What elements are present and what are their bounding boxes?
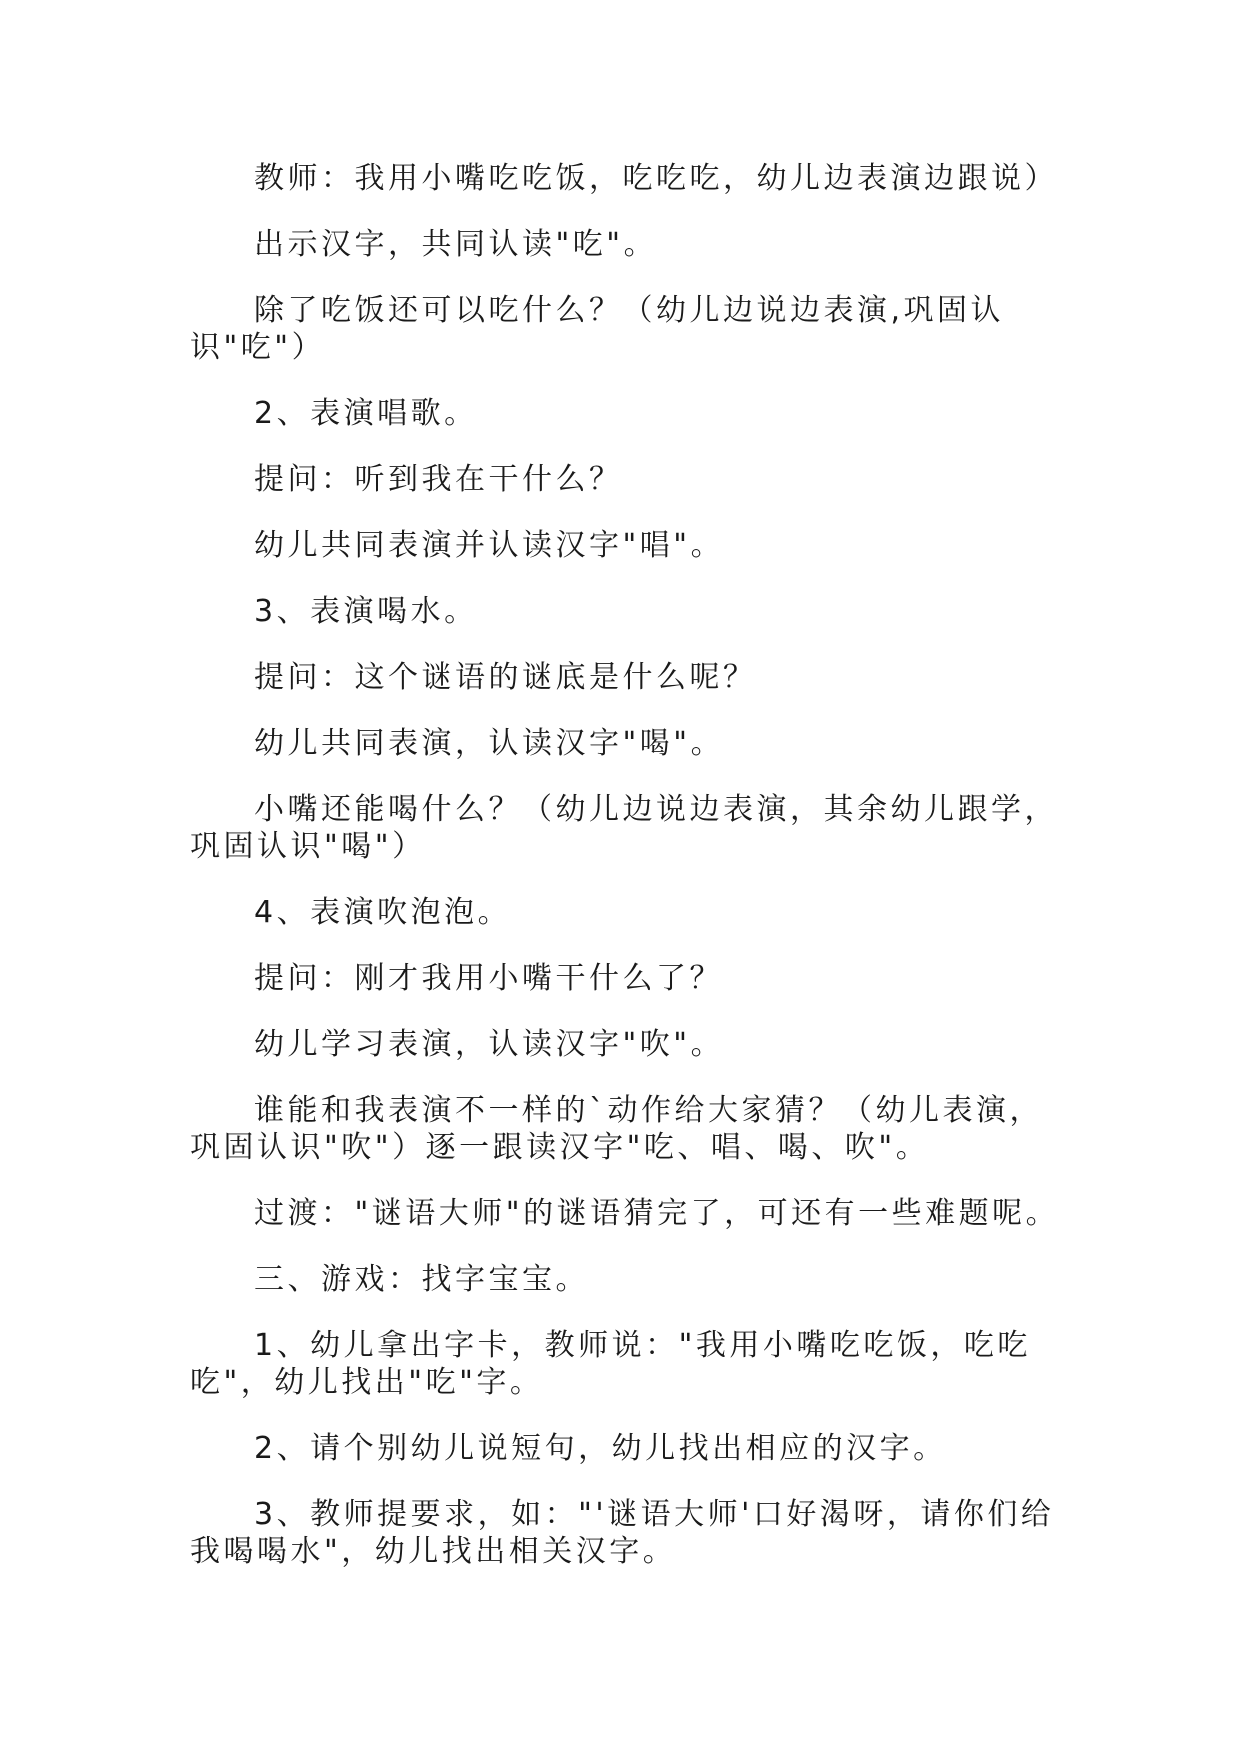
paragraph: 4、表演吹泡泡。 (254, 895, 512, 930)
paragraph: 过渡："谜语大师"的谜语猜完了，可还有一些难题呢。 (254, 1196, 1060, 1231)
paragraph: 三、游戏：找字宝宝。 (254, 1262, 589, 1297)
paragraph: 2、表演唱歌。 (254, 396, 478, 431)
document-body (190, 160, 1070, 1599)
paragraph: 3、表演喝水。 (254, 594, 478, 629)
paragraph: 小嘴还能喝什么？（幼儿边说边表演，其余幼儿跟学，巩固认识"喝"） (190, 792, 1058, 864)
paragraph: 教师：我用小嘴吃吃饭，吃吃吃，幼儿边表演边跟说） (254, 161, 1058, 196)
paragraph: 幼儿共同表演并认读汉字"唱"。 (254, 528, 725, 563)
paragraph: 3、教师提要求，如："'谜语大师'口好渴呀，请你们给我喝喝水"，幼儿找出相关汉字。 (190, 1497, 1055, 1569)
paragraph: 提问：这个谜语的谜底是什么呢？ (254, 660, 757, 695)
paragraph: 除了吃饭还可以吃什么？（幼儿边说边表演,巩固认识"吃"） (190, 293, 1005, 365)
paragraph: 提问：刚才我用小嘴干什么了？ (254, 961, 723, 996)
paragraph: 幼儿学习表演，认读汉字"吹"。 (254, 1027, 725, 1062)
paragraph: 提问：听到我在干什么？ (254, 462, 623, 497)
paragraph: 谁能和我表演不一样的`动作给大家猜？（幼儿表演，巩固认识"吹"）逐一跟读汉字"吃、唱、喝、吹"。 (190, 1093, 1043, 1165)
paragraph: 1、幼儿拿出字卡，教师说："我用小嘴吃吃饭，吃吃吃"，幼儿找出"吃"字。 (190, 1328, 1031, 1400)
paragraph: 2、请个别幼儿说短句，幼儿找出相应的汉字。 (254, 1431, 947, 1466)
paragraph: 出示汉字，共同认读"吃"。 (254, 227, 658, 262)
paragraph: 幼儿共同表演，认读汉字"喝"。 (254, 726, 725, 761)
